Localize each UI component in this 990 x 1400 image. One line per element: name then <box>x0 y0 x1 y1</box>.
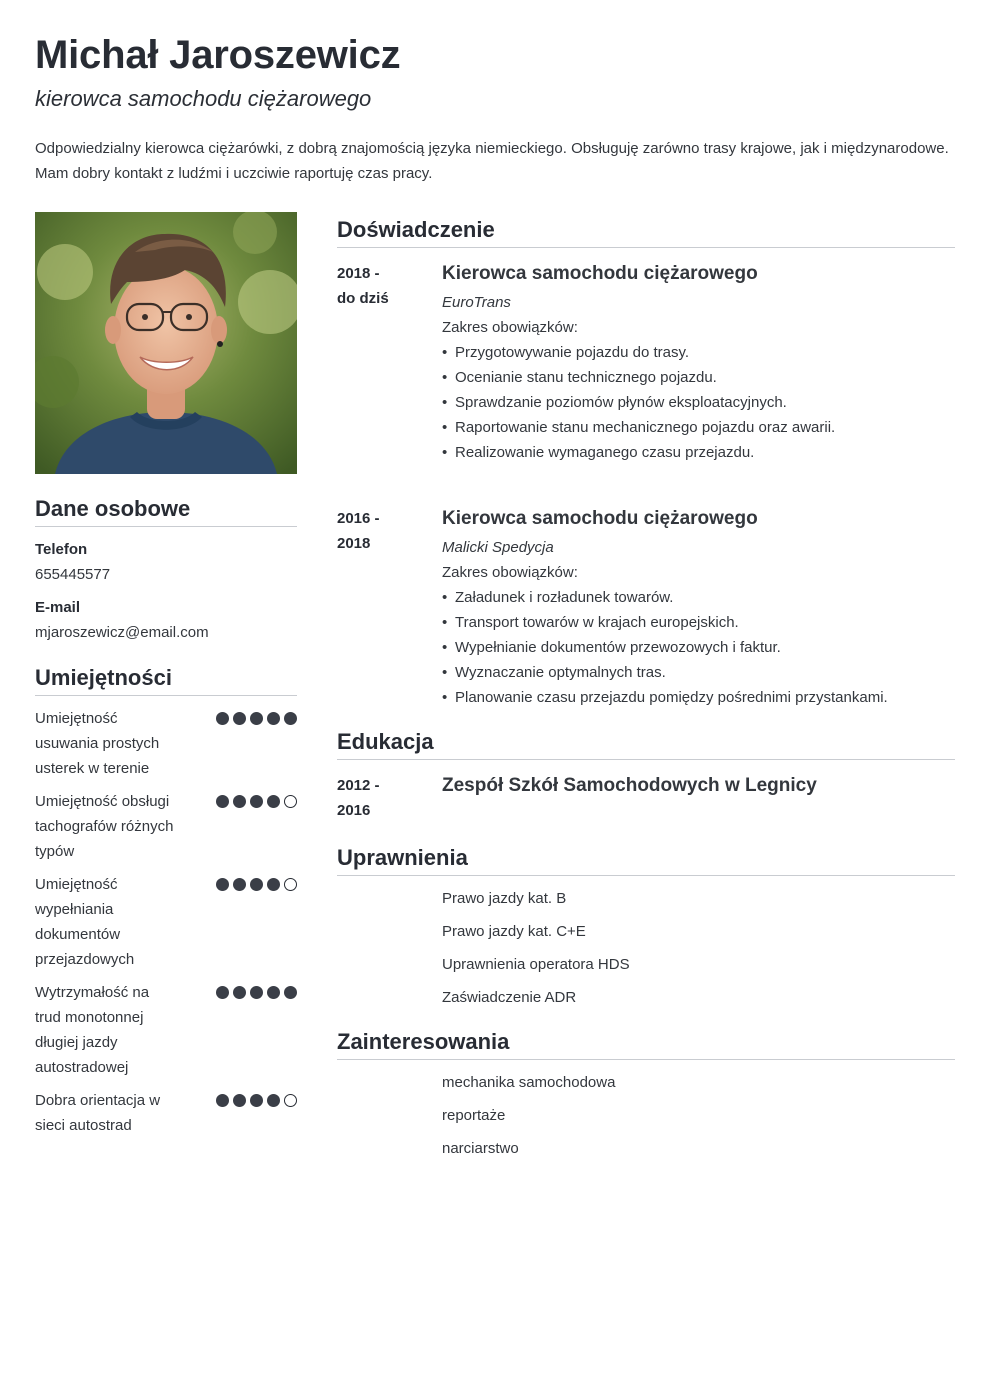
skill-item <box>35 706 297 781</box>
rating-dot-filled <box>216 1094 229 1107</box>
duty-item: • Raportowanie stanu mechanicznego pojazdu oraz awarii. <box>442 415 955 440</box>
licenses-list <box>337 886 955 1010</box>
duty-item: • Wyznaczanie optymalnych tras. <box>442 660 955 685</box>
duty-item: • Realizowanie wymaganego czasu przejazdu. <box>442 440 955 465</box>
experience-date <box>337 506 442 710</box>
phone-block <box>35 537 297 587</box>
education-entry <box>337 773 955 823</box>
job-title: kierowca samochodu ciężarowego <box>35 86 372 111</box>
right-column <box>337 216 955 1169</box>
experience-entry <box>337 506 955 710</box>
licenses-heading: Uprawnienia <box>337 844 955 876</box>
skill-item <box>35 1088 297 1138</box>
education-heading: Edukacja <box>337 728 955 760</box>
date-from: 2012 - <box>337 777 380 794</box>
license-item: Zaświadczenie ADR <box>442 989 577 1006</box>
personal-data-heading: Dane osobowe <box>35 495 297 527</box>
duty-item: • Przygotowywanie pojazdu do trasy. <box>442 340 955 365</box>
date-to: 2016 <box>337 802 371 819</box>
phone-value: 655445577 <box>35 566 111 583</box>
duties-label: Zakres obowiązków: <box>442 564 578 581</box>
date-to: do dziś <box>337 290 389 307</box>
skill-name: Wytrzymałość na trud monotonnej długiej jazdy autostradowej <box>35 984 150 1076</box>
duty-item: • Ocenianie stanu technicznego pojazdu. <box>442 365 955 390</box>
email-value: mjaroszewicz@email.com <box>35 624 209 641</box>
duties-list <box>442 340 955 465</box>
duty-item: • Wypełnianie dokumentów przewozowych i faktur. <box>442 635 955 660</box>
email-label: E-mail <box>35 599 81 616</box>
skill-name: Umiejętność usuwania prostych usterek w terenie <box>35 710 160 777</box>
rating-dot-filled <box>250 986 263 999</box>
rating-dot-filled <box>233 712 246 725</box>
duty-item: • Załadunek i rozładunek towarów. <box>442 585 955 610</box>
resume-header <box>35 30 955 186</box>
date-from: 2018 - <box>337 265 380 282</box>
profile-photo <box>35 212 297 474</box>
license-item: Uprawnienia operatora HDS <box>442 956 630 973</box>
duty-item: • Transport towarów w krajach europejskich. <box>442 610 955 635</box>
duty-item: • Planowanie czasu przejazdu pomiędzy pośrednimi przystankami. <box>442 685 955 710</box>
rating-dot-filled <box>267 712 280 725</box>
candidate-name: Michał Jaroszewicz <box>35 33 401 77</box>
interest-item: narciarstwo <box>442 1140 519 1157</box>
interests-list <box>337 1070 955 1161</box>
rating-dot-empty <box>284 878 297 891</box>
left-column <box>35 212 297 1138</box>
rating-dot-filled <box>233 1094 246 1107</box>
skill-name: Umiejętność obsługi tachografów różnych typów <box>35 793 174 860</box>
experience-heading: Doświadczenie <box>337 216 955 248</box>
license-item: Prawo jazdy kat. C+E <box>442 923 586 940</box>
phone-label: Telefon <box>35 541 88 558</box>
skill-rating <box>216 706 297 725</box>
rating-dot-filled <box>233 795 246 808</box>
rating-dot-filled <box>284 712 297 725</box>
position-title: Kierowca samochodu ciężarowego <box>442 508 758 529</box>
rating-dot-filled <box>216 878 229 891</box>
rating-dot-empty <box>284 795 297 808</box>
rating-dot-filled <box>250 878 263 891</box>
interests-heading: Zainteresowania <box>337 1028 955 1060</box>
education-date <box>337 773 442 823</box>
rating-dot-filled <box>216 986 229 999</box>
email-block <box>35 595 297 645</box>
skill-item <box>35 980 297 1080</box>
position-title: Kierowca samochodu ciężarowego <box>442 263 758 284</box>
skill-name: Umiejętność wypełniania dokumentów przejazdowych <box>35 876 135 968</box>
interest-item: reportaże <box>442 1107 506 1124</box>
rating-dot-filled <box>216 712 229 725</box>
company-name: Malicki Spedycja <box>442 539 554 556</box>
experience-entry <box>337 261 955 465</box>
rating-dot-filled <box>267 795 280 808</box>
education-content <box>442 773 955 823</box>
rating-dot-filled <box>267 878 280 891</box>
skill-item <box>35 789 297 864</box>
rating-dot-filled <box>233 986 246 999</box>
rating-dot-filled <box>267 986 280 999</box>
duties-label: Zakres obowiązków: <box>442 319 578 336</box>
rating-dot-filled <box>284 986 297 999</box>
experience-content <box>442 506 955 710</box>
duties-list <box>442 585 955 710</box>
skills-heading: Umiejętności <box>35 664 297 696</box>
date-from: 2016 - <box>337 510 380 527</box>
skill-rating <box>216 872 297 891</box>
duty-item: • Sprawdzanie poziomów płynów eksploatacyjnych. <box>442 390 955 415</box>
school-name: Zespół Szkół Samochodowych w Legnicy <box>442 775 817 796</box>
rating-dot-filled <box>267 1094 280 1107</box>
skill-rating <box>216 980 297 999</box>
skill-name: Dobra orientacja w sieci autostrad <box>35 1092 161 1134</box>
company-name: EuroTrans <box>442 294 511 311</box>
license-item: Prawo jazdy kat. B <box>442 890 567 907</box>
interest-item: mechanika samochodowa <box>442 1074 616 1091</box>
skill-rating <box>216 789 297 808</box>
skills-list <box>35 706 297 1138</box>
date-to: 2018 <box>337 535 371 552</box>
skill-item <box>35 872 297 972</box>
experience-content <box>442 261 955 465</box>
rating-dot-empty <box>284 1094 297 1107</box>
profile-summary: Odpowiedzialny kierowca ciężarówki, z dobrą znajomością języka niemieckiego. Obsługuję zarówno trasy krajowe, jak i międzynarodowe. Mam dobry kontakt z ludźmi i uczciwie raportuję czas pracy. <box>35 140 949 182</box>
skill-rating <box>216 1088 297 1107</box>
rating-dot-filled <box>250 1094 263 1107</box>
rating-dot-filled <box>250 712 263 725</box>
rating-dot-filled <box>233 878 246 891</box>
rating-dot-filled <box>250 795 263 808</box>
rating-dot-filled <box>216 795 229 808</box>
experience-date <box>337 261 442 465</box>
